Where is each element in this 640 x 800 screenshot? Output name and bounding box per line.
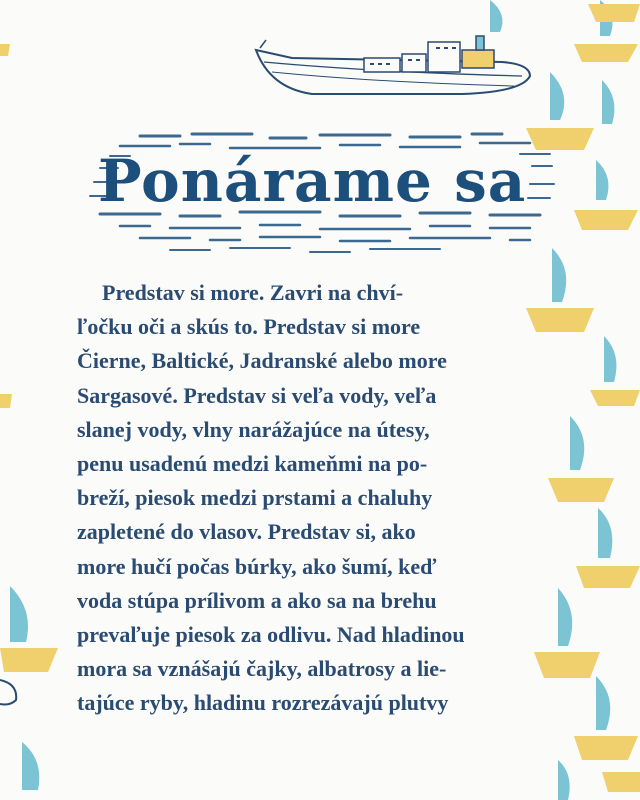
text-line: prevaľuje piesok za odlivu. Nad hladinou (77, 622, 465, 647)
steamship-illustration (252, 28, 536, 98)
sailboat-icon (0, 40, 12, 60)
text-line: more hučí počas búrky, ako šumí, keď (77, 554, 437, 579)
sailboat-icon (586, 80, 640, 144)
text-line: breží, piesok medzi prstami a chaluhy (77, 485, 433, 510)
text-line: penu usadenú medzi kameňmi na po- (77, 451, 428, 476)
sailboat-icon (572, 160, 640, 236)
text-line: ľočku oči a skús to. Predstav si more (77, 314, 421, 339)
sailboat-icon (572, 676, 640, 766)
sailboat-icon (532, 588, 602, 684)
sailboat-icon (524, 248, 596, 340)
text-line: Sargasové. Predstav si veľa vody, veľa (77, 383, 437, 408)
text-line: tajúce ryby, hladinu rozrezávajú plutvy (77, 690, 449, 715)
sailboat-icon (538, 760, 598, 800)
sailboat-icon (586, 0, 640, 30)
text-line: zapletené do vlasov. Predstav si, ako (77, 519, 416, 544)
sailboat-icon (0, 390, 14, 414)
text-line: slanej vody, vlny narážajúce na útesy, (77, 417, 430, 442)
text-line: Čierne, Baltické, Jadranské alebo more (77, 348, 447, 373)
page-title: Ponárame sa (98, 147, 527, 215)
sailboat-icon (574, 508, 640, 592)
text-line: voda stúpa prílivom a ako sa na brehu (77, 588, 437, 613)
text-line: Predstav si more. Zavri na chví- (102, 280, 404, 305)
sailboat-icon (588, 336, 640, 406)
title-banner (80, 128, 560, 258)
sailboat-icon (598, 772, 640, 800)
sailboat-icon (0, 660, 24, 720)
text-line: mora sa vznášajú čajky, albatrosy a lie- (77, 656, 447, 681)
sailboat-icon (14, 742, 54, 800)
sailboat-icon (546, 416, 616, 508)
